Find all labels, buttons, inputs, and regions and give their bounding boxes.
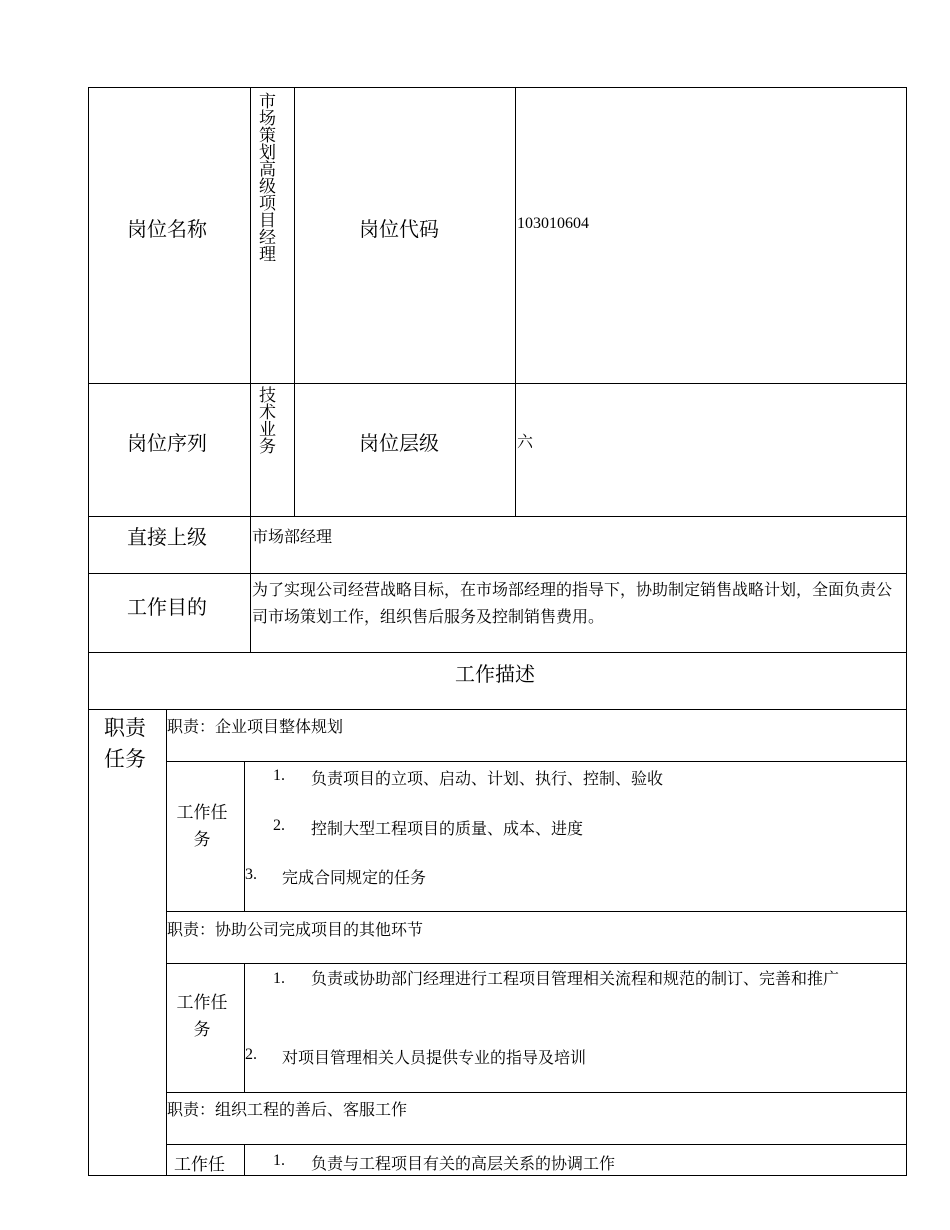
row-divider bbox=[88, 709, 907, 710]
row-divider bbox=[88, 573, 907, 574]
purpose-label: 工作目的 bbox=[127, 595, 207, 619]
duty-title: 职责：企业项目整体规划 bbox=[167, 717, 344, 736]
task-number: 1. bbox=[273, 767, 285, 784]
duty-label: 职责任务 bbox=[104, 716, 146, 771]
row-divider bbox=[166, 1144, 907, 1145]
task-number: 3. bbox=[245, 866, 257, 883]
description-title: 工作描述 bbox=[455, 662, 535, 686]
task-text: 完成合同规定的任务 bbox=[282, 868, 427, 887]
duty-title: 职责：协助公司完成项目的其他环节 bbox=[167, 920, 424, 939]
row-divider bbox=[88, 652, 907, 653]
col-divider bbox=[515, 87, 516, 517]
position-name-value: 市场策划高级项目经理 bbox=[255, 92, 275, 262]
task-number: 2. bbox=[245, 1046, 257, 1063]
task-label: 工作任 bbox=[174, 1155, 225, 1175]
row-divider bbox=[166, 963, 907, 964]
col-divider bbox=[244, 1144, 245, 1176]
purpose-value: 为了实现公司经营战略目标，在市场部经理的指导下，协助制定销售战略计划，全面负责公司市场策划工作，组织售后服务及控制销售费用。 bbox=[252, 580, 893, 626]
col-divider bbox=[244, 761, 245, 912]
row-divider bbox=[166, 1092, 907, 1093]
task-label: 工作任务 bbox=[176, 803, 228, 850]
task-text: 负责或协助部门经理进行工程项目管理相关流程和规范的制订、完善和推广 bbox=[311, 969, 840, 988]
row-divider bbox=[166, 911, 907, 912]
col-divider bbox=[294, 87, 295, 517]
row-divider bbox=[88, 516, 907, 517]
position-sequence-value: 技术业务 bbox=[255, 386, 275, 454]
position-code-label: 岗位代码 bbox=[359, 217, 439, 241]
task-number: 1. bbox=[273, 1152, 285, 1169]
superior-value: 市场部经理 bbox=[252, 527, 333, 546]
position-name-label: 岗位名称 bbox=[127, 217, 207, 241]
task-text: 对项目管理相关人员提供专业的指导及培训 bbox=[282, 1048, 587, 1067]
position-sequence-label: 岗位序列 bbox=[127, 431, 207, 455]
position-level-label: 岗位层级 bbox=[359, 431, 439, 455]
superior-label: 直接上级 bbox=[127, 525, 207, 549]
task-number: 1. bbox=[273, 970, 285, 987]
row-divider bbox=[166, 761, 907, 762]
task-text: 负责与工程项目有关的高层关系的协调工作 bbox=[311, 1154, 616, 1173]
row-divider bbox=[88, 383, 907, 384]
task-text: 负责项目的立项、启动、计划、执行、控制、验收 bbox=[311, 769, 664, 788]
task-label: 工作任务 bbox=[176, 993, 228, 1040]
task-text: 控制大型工程项目的质量、成本、进度 bbox=[311, 819, 584, 838]
col-divider bbox=[244, 963, 245, 1093]
duty-title: 职责：组织工程的善后、客服工作 bbox=[167, 1100, 408, 1119]
position-code-value: 103010604 bbox=[517, 215, 589, 232]
position-level-value: 六 bbox=[517, 432, 534, 451]
task-number: 2. bbox=[273, 817, 285, 834]
